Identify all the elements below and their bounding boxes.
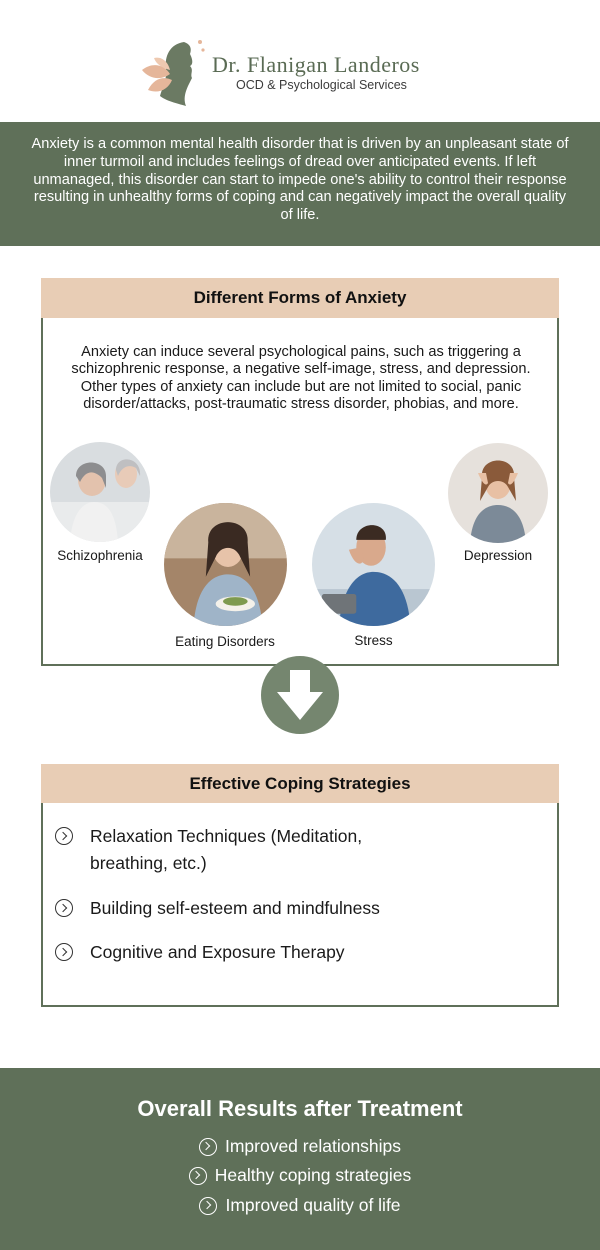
chevron-circle-icon <box>189 1167 207 1185</box>
result-item-text: Improved relationships <box>224 1136 402 1156</box>
results-band <box>0 1068 600 1250</box>
chevron-circle-icon <box>55 899 73 917</box>
schizophrenia-image <box>50 442 150 542</box>
logo-header <box>0 0 600 122</box>
stress-label: Stress <box>354 633 393 648</box>
forms-text: Anxiety can induce several psychological pains, such as triggering a schizophrenic response, a negative self-image, stress, and depression. Other types of anxiety can include but are not limited to social, panic disorder/attacks, post-traumatic stress disorder, phobias, and more. <box>71 344 531 413</box>
result-item <box>0 1195 600 1216</box>
coping-item-text: Relaxation Techniques (Meditation, breathing, etc.) <box>90 826 363 873</box>
chevron-circle-icon <box>199 1138 217 1156</box>
coping-header <box>41 764 559 804</box>
depression-image <box>448 443 548 543</box>
result-item-text: Improved quality of life <box>225 1195 401 1215</box>
forms-title: Different Forms of Anxiety <box>193 288 407 307</box>
lotus-profile-icon <box>140 36 210 108</box>
results-title: Overall Results after Treatment <box>137 1096 463 1121</box>
chevron-circle-icon <box>55 827 73 845</box>
schizophrenia-label: Schizophrenia <box>57 548 143 563</box>
coping-card <box>41 803 559 1007</box>
arrow-down-icon <box>261 656 339 734</box>
result-item <box>0 1165 600 1186</box>
result-item-text: Healthy coping strategies <box>214 1165 412 1185</box>
logo-subtitle: OCD & Psychological Services <box>236 78 407 92</box>
intro-band <box>0 122 600 246</box>
coping-item <box>55 939 430 966</box>
chevron-circle-icon <box>199 1197 217 1215</box>
coping-item <box>55 895 430 922</box>
coping-item <box>55 823 430 877</box>
forms-header <box>41 278 559 318</box>
intro-text: Anxiety is a common mental health disorder that is driven by an unpleasant state of inner turmoil and includes feelings of dread over anticipated events. If left unmanaged, this disorder can start to impede one's ability to control their response resulting in unhealthy forms of coping and can negatively impact the overall quality of life. <box>31 136 569 224</box>
logo-name: Dr. Flanigan Landeros <box>212 52 420 77</box>
eating-disorders-label: Eating Disorders <box>175 634 275 649</box>
chevron-circle-icon <box>55 943 73 961</box>
stress-image <box>312 503 435 626</box>
coping-item-text: Building self-esteem and mindfulness <box>90 898 380 918</box>
coping-item-text: Cognitive and Exposure Therapy <box>90 942 345 962</box>
coping-title: Effective Coping Strategies <box>189 774 411 793</box>
depression-label: Depression <box>463 548 533 563</box>
result-item <box>0 1136 600 1157</box>
eating-disorders-image <box>164 503 287 626</box>
